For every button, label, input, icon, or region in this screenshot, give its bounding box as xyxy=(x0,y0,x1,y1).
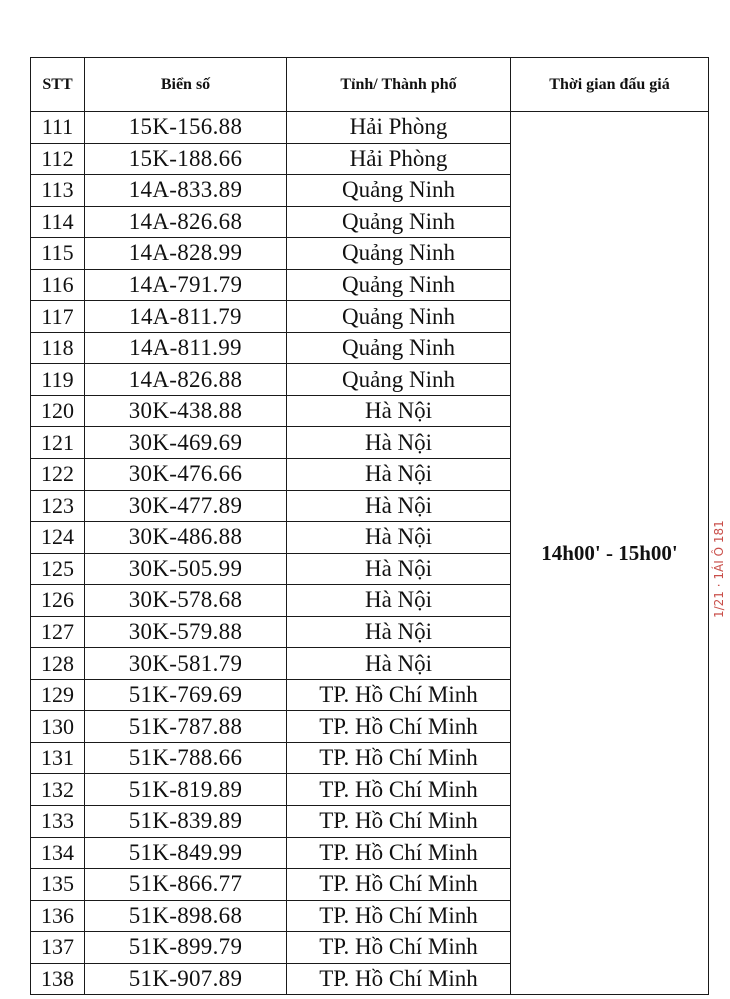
cell-plate: 51K-849.99 xyxy=(85,837,287,869)
table-row xyxy=(31,112,709,144)
cell-province: Quảng Ninh xyxy=(287,332,511,364)
cell-province: TP. Hồ Chí Minh xyxy=(287,711,511,743)
cell-stt: 125 xyxy=(31,553,85,585)
cell-stt: 121 xyxy=(31,427,85,459)
cell-province: Quảng Ninh xyxy=(287,301,511,333)
cell-province: TP. Hồ Chí Minh xyxy=(287,932,511,964)
cell-plate: 30K-438.88 xyxy=(85,395,287,427)
cell-province: Quảng Ninh xyxy=(287,364,511,396)
cell-stt: 123 xyxy=(31,490,85,522)
cell-stt: 136 xyxy=(31,900,85,932)
cell-plate: 51K-899.79 xyxy=(85,932,287,964)
cell-plate: 51K-839.89 xyxy=(85,806,287,838)
header-plate: Biển số xyxy=(85,58,287,112)
cell-province: TP. Hồ Chí Minh xyxy=(287,869,511,901)
cell-plate: 51K-866.77 xyxy=(85,869,287,901)
cell-plate: 14A-833.89 xyxy=(85,175,287,207)
cell-province: Hà Nội xyxy=(287,648,511,680)
cell-plate: 14A-828.99 xyxy=(85,238,287,270)
cell-stt: 134 xyxy=(31,837,85,869)
cell-stt: 132 xyxy=(31,774,85,806)
cell-province: TP. Hồ Chí Minh xyxy=(287,837,511,869)
cell-stt: 130 xyxy=(31,711,85,743)
auction-table xyxy=(30,57,709,995)
cell-plate: 30K-477.89 xyxy=(85,490,287,522)
cell-province: Quảng Ninh xyxy=(287,269,511,301)
cell-province: Quảng Ninh xyxy=(287,206,511,238)
cell-province: Hà Nội xyxy=(287,616,511,648)
cell-province: TP. Hồ Chí Minh xyxy=(287,806,511,838)
cell-plate: 30K-476.66 xyxy=(85,459,287,491)
cell-province: TP. Hồ Chí Minh xyxy=(287,742,511,774)
cell-plate: 51K-788.66 xyxy=(85,742,287,774)
cell-province: Hà Nội xyxy=(287,490,511,522)
cell-plate: 15K-156.88 xyxy=(85,112,287,144)
cell-plate: 30K-578.68 xyxy=(85,585,287,617)
cell-stt: 117 xyxy=(31,301,85,333)
cell-province: Quảng Ninh xyxy=(287,175,511,207)
table-body xyxy=(31,112,709,995)
cell-plate: 14A-811.79 xyxy=(85,301,287,333)
cell-plate: 30K-469.69 xyxy=(85,427,287,459)
cell-plate: 30K-581.79 xyxy=(85,648,287,680)
cell-plate: 51K-787.88 xyxy=(85,711,287,743)
cell-stt: 122 xyxy=(31,459,85,491)
cell-plate: 14A-826.88 xyxy=(85,364,287,396)
cell-province: Hà Nội xyxy=(287,395,511,427)
cell-province: TP. Hồ Chí Minh xyxy=(287,679,511,711)
cell-stt: 129 xyxy=(31,679,85,711)
cell-stt: 120 xyxy=(31,395,85,427)
cell-time-slot: 14h00' - 15h00' xyxy=(511,112,709,995)
cell-plate: 14A-811.99 xyxy=(85,332,287,364)
cell-stt: 112 xyxy=(31,143,85,175)
cell-stt: 128 xyxy=(31,648,85,680)
cell-province: Hà Nội xyxy=(287,553,511,585)
cell-plate: 51K-907.89 xyxy=(85,963,287,995)
cell-plate: 51K-819.89 xyxy=(85,774,287,806)
cell-plate: 30K-579.88 xyxy=(85,616,287,648)
cell-province: TP. Hồ Chí Minh xyxy=(287,963,511,995)
cell-stt: 116 xyxy=(31,269,85,301)
cell-province: Quảng Ninh xyxy=(287,238,511,270)
cell-stt: 124 xyxy=(31,522,85,554)
cell-stt: 131 xyxy=(31,742,85,774)
cell-province: Hà Nội xyxy=(287,459,511,491)
cell-stt: 118 xyxy=(31,332,85,364)
cell-province: Hà Nội xyxy=(287,522,511,554)
cell-stt: 135 xyxy=(31,869,85,901)
cell-stt: 137 xyxy=(31,932,85,964)
cell-plate: 30K-486.88 xyxy=(85,522,287,554)
cell-province: Hải Phòng xyxy=(287,112,511,144)
cell-stt: 113 xyxy=(31,175,85,207)
cell-province: TP. Hồ Chí Minh xyxy=(287,900,511,932)
cell-stt: 126 xyxy=(31,585,85,617)
cell-plate: 15K-188.66 xyxy=(85,143,287,175)
cell-stt: 133 xyxy=(31,806,85,838)
cell-stt: 114 xyxy=(31,206,85,238)
cell-stt: 111 xyxy=(31,112,85,144)
cell-stt: 127 xyxy=(31,616,85,648)
header-stt: STT xyxy=(31,58,85,112)
cell-plate: 51K-898.68 xyxy=(85,900,287,932)
cell-province: TP. Hồ Chí Minh xyxy=(287,774,511,806)
cell-province: Hải Phòng xyxy=(287,143,511,175)
cell-plate: 30K-505.99 xyxy=(85,553,287,585)
cell-plate: 14A-791.79 xyxy=(85,269,287,301)
cell-province: Hà Nội xyxy=(287,427,511,459)
cell-stt: 119 xyxy=(31,364,85,396)
cell-plate: 51K-769.69 xyxy=(85,679,287,711)
cell-province: Hà Nội xyxy=(287,585,511,617)
cell-stt: 138 xyxy=(31,963,85,995)
header-province: Tỉnh/ Thành phố xyxy=(287,58,511,112)
cell-stt: 115 xyxy=(31,238,85,270)
table-header-row xyxy=(31,58,709,112)
side-stamp-text: 1/21 · 1ÁI Ô 181 xyxy=(712,520,726,618)
header-time: Thời gian đấu giá xyxy=(511,58,709,112)
cell-plate: 14A-826.68 xyxy=(85,206,287,238)
